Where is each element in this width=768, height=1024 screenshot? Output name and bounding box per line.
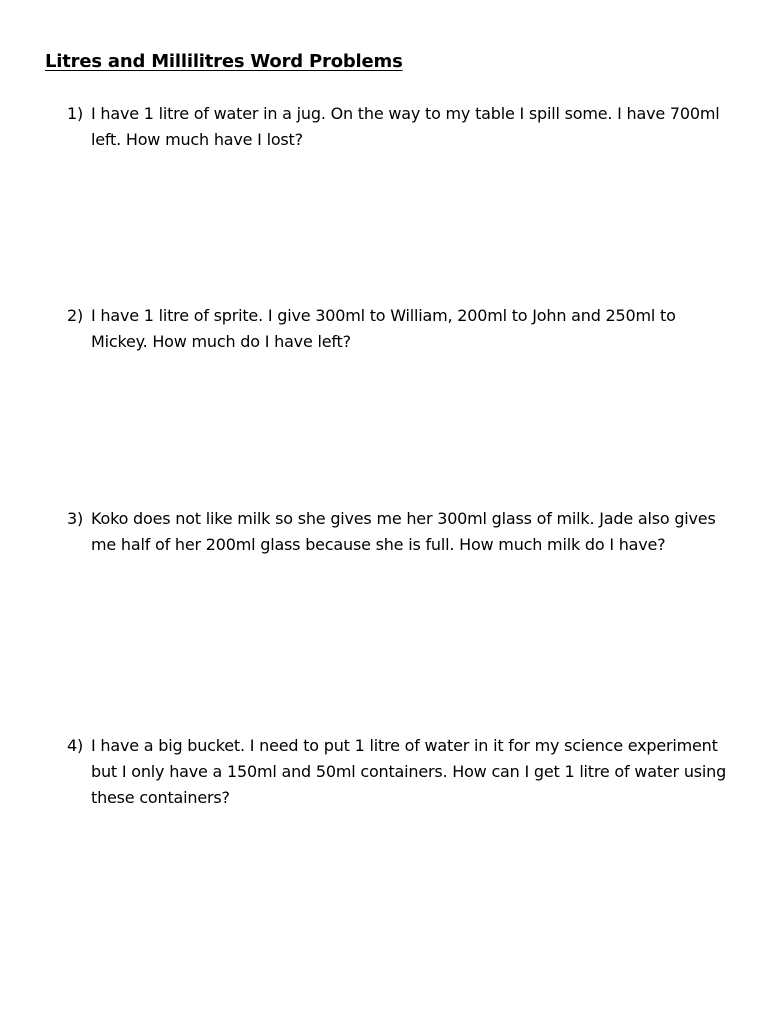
- question-1: [67, 101, 732, 153]
- worksheet-title: Litres and Millilitres Word Problems: [45, 51, 403, 72]
- question-text: Koko does not like milk so she gives me her 300ml glass of milk. Jade also gives me half of her 200ml glass because she is full. How much milk do I have?: [91, 509, 716, 554]
- question-number: 4): [67, 736, 84, 755]
- question-2: [67, 303, 732, 355]
- question-number: 2): [67, 306, 84, 325]
- question-3: [67, 506, 732, 558]
- question-number: 3): [67, 509, 84, 528]
- question-text: I have 1 litre of water in a jug. On the way to my table I spill some. I have 700ml left. How much have I lost?: [91, 104, 720, 149]
- question-4: [67, 733, 732, 811]
- question-text: I have 1 litre of sprite. I give 300ml to William, 200ml to John and 250ml to Mickey. How much do I have left?: [91, 306, 676, 351]
- question-number: 1): [67, 104, 84, 123]
- question-text: I have a big bucket. I need to put 1 litre of water in it for my science experiment but I only have a 150ml and 50ml containers. How can I get 1 litre of water using these containers?: [91, 736, 727, 807]
